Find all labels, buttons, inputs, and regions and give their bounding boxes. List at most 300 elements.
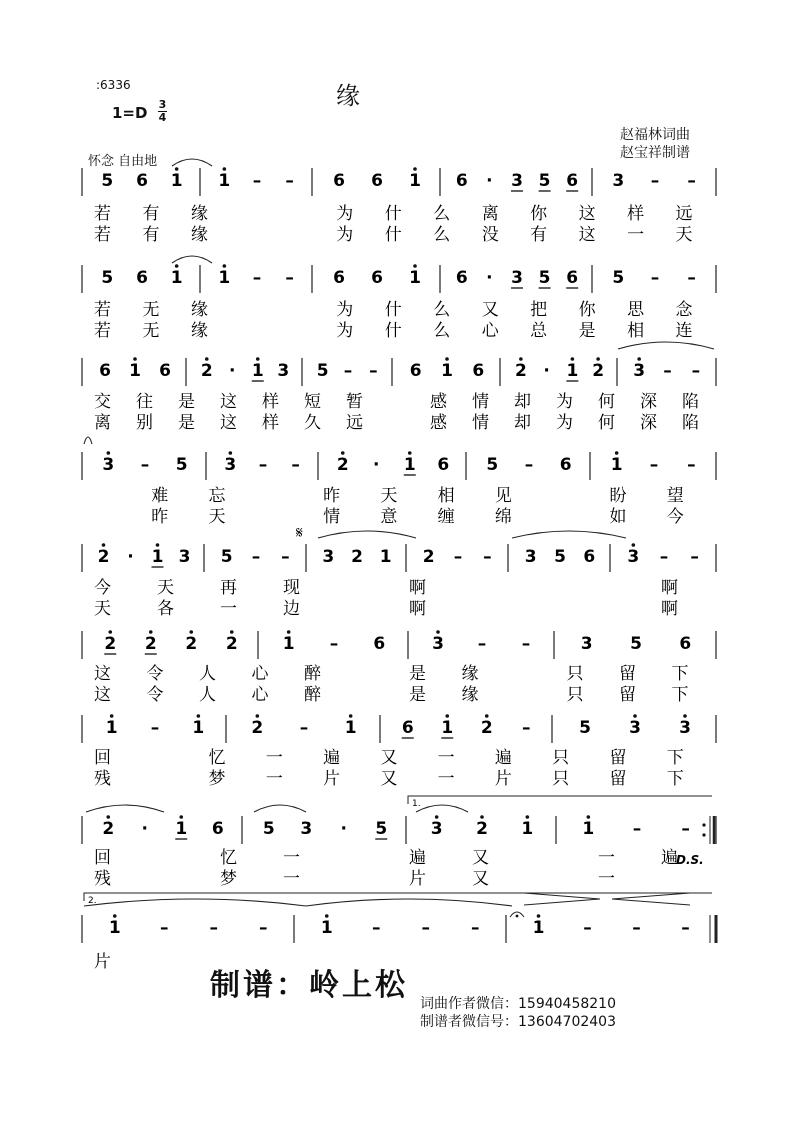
note: 5: [101, 171, 114, 191]
high-octave-dot: [113, 914, 117, 918]
note: 3: [629, 718, 641, 738]
lyric-char: 这: [578, 204, 596, 224]
volta-number: 1.: [412, 799, 421, 809]
note: –: [477, 634, 487, 654]
note: 3: [511, 268, 523, 288]
lyric-char: 遍: [409, 848, 426, 868]
note: 1: [409, 171, 421, 191]
high-octave-dot: [189, 630, 193, 634]
note: 6: [472, 361, 485, 381]
lyric-char: 一: [265, 748, 283, 768]
lyric-char: 难: [151, 486, 169, 506]
note: –: [650, 171, 660, 191]
high-octave-dot: [571, 357, 575, 361]
lyric-char: 是: [178, 392, 195, 412]
note: –: [690, 547, 699, 567]
lyric-char: 有: [142, 204, 160, 224]
note: –: [343, 361, 353, 381]
lyric-char: 久: [304, 413, 321, 433]
lyric-char: 思: [627, 300, 645, 320]
lyric-char: 缘: [190, 300, 208, 320]
lyric-char: 天: [94, 599, 111, 619]
lyric-char: 样: [262, 413, 279, 433]
lyric-char: 么: [433, 204, 451, 224]
lyric-char: 却: [514, 413, 531, 433]
tie-arc: [254, 805, 306, 812]
note: 1: [409, 268, 421, 288]
lyric-char: 是: [409, 685, 426, 705]
note: 3: [511, 171, 523, 191]
high-octave-dot: [223, 264, 227, 268]
note: –: [687, 268, 696, 288]
lyric-char: 回: [94, 748, 111, 768]
high-octave-dot: [445, 714, 449, 718]
high-octave-dot: [485, 714, 489, 718]
tie-arc: [172, 159, 212, 166]
note: –: [291, 455, 300, 475]
high-octave-dot: [349, 714, 353, 718]
note: 1: [610, 455, 623, 475]
note: 6: [373, 634, 386, 654]
lyric-char: 天: [380, 486, 398, 506]
lyric-char: 连: [675, 321, 693, 341]
note: 6: [566, 171, 579, 191]
note: 2: [144, 634, 157, 654]
lyric-char: 天: [675, 225, 693, 245]
lyric-char: 陷: [682, 413, 699, 433]
note: 3: [224, 455, 237, 475]
high-octave-dot: [480, 815, 484, 819]
lyric-char: 什: [384, 225, 402, 245]
note: –: [687, 171, 696, 191]
lyric-char: 缠: [437, 507, 455, 527]
note: 1: [441, 718, 454, 738]
high-octave-dot: [149, 630, 153, 634]
note: –: [259, 918, 268, 938]
lyric-char: 又: [472, 869, 489, 889]
lyric-char: 何: [598, 392, 615, 412]
note: –: [372, 918, 381, 938]
note: 3: [580, 634, 593, 654]
lyric-char: 短: [304, 392, 321, 412]
note: 6: [583, 547, 596, 567]
note: 5: [101, 268, 114, 288]
note: 1: [218, 268, 231, 288]
lyric-char: 人: [199, 664, 216, 684]
note: 1: [403, 455, 416, 475]
lyric-char: 样: [627, 204, 645, 224]
lyric-char: 暂: [346, 392, 363, 412]
lyric-char: 啊: [409, 599, 426, 619]
lyric-char: 什: [384, 204, 402, 224]
segno-sign: 𝄋: [296, 523, 303, 542]
lyric-char: 下: [666, 769, 684, 789]
note: 5: [630, 634, 642, 654]
lyric-char: 人: [199, 685, 216, 705]
note: –: [691, 361, 701, 381]
score-system: [82, 264, 716, 341]
high-octave-dot: [205, 357, 209, 361]
note: 6: [566, 268, 579, 288]
note: 2: [480, 718, 493, 738]
note: –: [369, 361, 378, 381]
lyric-char: 缘: [190, 204, 208, 224]
lyric-char: 只: [566, 685, 584, 705]
high-octave-dot: [133, 357, 137, 361]
lyric-char: 醉: [304, 664, 321, 684]
lyric-char: 昨: [151, 507, 169, 527]
lyric-char: 你: [530, 204, 548, 224]
lyric-char: 一: [437, 748, 455, 768]
lyric-char: 昨: [323, 486, 341, 506]
tie-arc: [318, 531, 416, 538]
credit-lyrics-music: 赵福林词曲: [620, 127, 690, 143]
lyric-char: 各: [157, 599, 174, 619]
lyric-char: 是: [409, 664, 426, 684]
high-octave-dot: [175, 264, 179, 268]
note: 3: [627, 547, 640, 567]
high-octave-dot: [223, 167, 227, 171]
high-octave-dot: [413, 167, 417, 171]
lyric-char: 令: [146, 664, 164, 684]
credit-score: 赵宝祥制谱: [620, 145, 690, 161]
note: –: [650, 268, 660, 288]
score-system: [82, 796, 716, 889]
lyric-char: 离: [94, 413, 111, 433]
note: 1: [320, 918, 333, 938]
note: 6: [136, 171, 148, 191]
lyric-char: 往: [136, 392, 153, 412]
lyric-char: 今: [666, 507, 684, 527]
note: 1: [582, 819, 595, 839]
note: 1: [379, 547, 392, 567]
lyric-char: 却: [514, 392, 531, 412]
high-octave-dot: [325, 914, 329, 918]
score-system: [82, 714, 716, 789]
lyric-char: 样: [262, 392, 279, 412]
high-octave-dot: [445, 357, 449, 361]
note: 1: [251, 361, 264, 381]
lyric-char: 留: [609, 769, 627, 789]
note: 1: [170, 171, 183, 191]
high-octave-dot: [341, 451, 345, 455]
note: 2: [200, 361, 213, 381]
lyric-char: 感: [430, 392, 447, 412]
note: 2: [351, 547, 363, 567]
note: ·: [486, 268, 493, 288]
lyric-char: 遍: [323, 748, 341, 768]
high-octave-dot: [106, 815, 110, 819]
lyric-char: 这: [220, 392, 237, 412]
lyric-char: 远: [346, 413, 363, 433]
note: ·: [486, 171, 493, 191]
note: –: [632, 819, 642, 839]
note: 5: [220, 547, 233, 567]
high-octave-dot: [287, 630, 291, 634]
note: 1: [175, 819, 188, 839]
lyric-char: 天: [157, 578, 174, 598]
high-octave-dot: [632, 543, 636, 547]
note: 2: [102, 819, 115, 839]
lyric-char: 一: [627, 225, 645, 245]
note: 3: [432, 634, 444, 654]
arranger-signature: 制谱：岭上松: [210, 968, 408, 1003]
lyric-char: 再: [220, 578, 237, 598]
note: 3: [524, 547, 537, 567]
expression-mark: 怀念 自由地: [88, 154, 158, 169]
lyric-char: 把: [530, 300, 548, 320]
note: 6: [211, 819, 224, 839]
lyric-char: 忘: [208, 486, 226, 506]
note: 5: [175, 455, 188, 475]
note: –: [251, 547, 261, 567]
lyric-char: 盼: [609, 486, 627, 506]
lyric-char: 这: [94, 664, 111, 684]
lyric-char: 只: [552, 769, 570, 789]
lyricist-wechat: 词曲作者微信：15940458210: [420, 996, 616, 1012]
lyric-char: 又: [380, 748, 398, 768]
note: 5: [538, 268, 551, 288]
lyric-char: 回: [94, 848, 111, 868]
note: 6: [371, 268, 383, 288]
lyric-char: 若: [94, 225, 111, 245]
high-octave-dot: [436, 630, 440, 634]
note: 3: [102, 455, 115, 475]
note: –: [471, 918, 480, 938]
high-octave-dot: [537, 914, 541, 918]
note: 1: [344, 718, 357, 738]
high-octave-dot: [197, 714, 201, 718]
high-octave-dot: [175, 167, 179, 171]
note: –: [252, 268, 262, 288]
lyric-char: 片: [409, 869, 426, 889]
lyric-char: 绵: [494, 507, 512, 527]
lyric-char: 为: [336, 321, 354, 341]
dal-segno-text: D.S.: [676, 853, 704, 867]
lyric-char: 你: [578, 300, 596, 320]
high-octave-dot: [108, 630, 112, 634]
lyric-char: 缘: [461, 664, 479, 684]
time-top: 3: [158, 98, 167, 111]
score-system: [82, 523, 716, 619]
tie-arc: [306, 899, 512, 906]
note: –: [285, 171, 294, 191]
note: 6: [333, 171, 345, 191]
lyric-char: 如: [609, 507, 627, 527]
lyric-char: 是: [178, 413, 195, 433]
lyric-char: 留: [619, 685, 636, 705]
high-octave-dot: [587, 815, 591, 819]
lyric-char: 一: [437, 769, 455, 789]
note: ·: [229, 361, 236, 381]
lyric-char: 感: [430, 413, 447, 433]
lyric-char: 啊: [409, 578, 426, 598]
high-octave-dot: [179, 815, 183, 819]
lyric-char: 片: [94, 952, 111, 972]
high-octave-dot: [230, 630, 234, 634]
lyric-char: 残: [94, 869, 111, 889]
note: –: [632, 918, 641, 938]
note: 5: [262, 819, 275, 839]
note: 6: [559, 455, 572, 475]
note: –: [453, 547, 463, 567]
note: –: [583, 918, 592, 938]
note: ·: [141, 819, 148, 839]
high-octave-dot: [519, 357, 523, 361]
note: 6: [437, 455, 450, 475]
note: 2: [251, 718, 264, 738]
lyric-char: 深: [640, 413, 657, 433]
note: 3: [612, 171, 625, 191]
high-octave-dot: [107, 451, 111, 455]
note: 6: [679, 634, 692, 654]
lyric-char: 又: [380, 769, 398, 789]
note: –: [663, 361, 672, 381]
note: 5: [486, 455, 499, 475]
lyric-char: 若: [94, 321, 111, 341]
note: –: [649, 455, 659, 475]
lyric-char: 离: [481, 204, 499, 224]
lyric-char: 梦: [220, 869, 237, 889]
lyric-char: 缘: [190, 321, 208, 341]
note: 2: [97, 547, 110, 567]
note: 2: [104, 634, 117, 654]
lyric-char: 又: [481, 300, 499, 320]
note: –: [421, 918, 430, 938]
note: 3: [300, 819, 313, 839]
lyric-char: 遍: [661, 848, 678, 868]
score-system: [82, 630, 716, 705]
high-octave-dot: [526, 815, 530, 819]
lyric-char: 留: [609, 748, 627, 768]
lyric-char: 有: [530, 225, 548, 245]
note: –: [521, 634, 531, 654]
tie-arc: [416, 805, 468, 812]
note: 1: [532, 918, 545, 938]
note: 2: [185, 634, 198, 654]
lyric-char: 相: [627, 321, 645, 341]
tie-arc: [172, 256, 212, 263]
lyric-char: 一: [283, 869, 300, 889]
note: –: [681, 918, 690, 938]
high-octave-dot: [256, 714, 260, 718]
lyric-char: 心: [481, 321, 499, 341]
lyric-char: 缘: [461, 685, 479, 705]
note: –: [681, 819, 690, 839]
note: 3: [679, 718, 691, 738]
lyric-char: 一: [598, 848, 615, 868]
note: –: [252, 171, 262, 191]
note: 6: [333, 268, 345, 288]
note: 6: [159, 361, 171, 381]
lyric-char: 有: [142, 225, 160, 245]
high-octave-dot: [633, 714, 637, 718]
tie-arc: [86, 805, 164, 812]
lyric-char: 忆: [220, 848, 237, 868]
note: 1: [170, 268, 183, 288]
note: ·: [373, 455, 380, 475]
lyric-char: 缘: [190, 225, 208, 245]
lyric-char: 为: [336, 225, 354, 245]
lyric-char: 念: [675, 300, 693, 320]
lyric-char: 情: [472, 413, 489, 433]
lyric-char: 为: [556, 413, 573, 433]
lyric-char: 梦: [208, 769, 226, 789]
score-system: [82, 167, 716, 245]
lyric-char: 意: [380, 507, 398, 527]
lyric-char: 没: [481, 225, 499, 245]
note: 3: [178, 547, 191, 567]
note: –: [150, 718, 160, 738]
tie-arc: [84, 899, 306, 906]
note: –: [281, 547, 290, 567]
note: –: [160, 918, 169, 938]
note: 1: [129, 361, 141, 381]
note: 1: [521, 819, 534, 839]
lyric-char: 这: [94, 685, 111, 705]
lyric-char: 天: [208, 507, 226, 527]
note: ·: [127, 547, 134, 567]
lyric-char: 么: [433, 321, 451, 341]
lyric-char: 只: [552, 748, 570, 768]
note: –: [299, 718, 309, 738]
note: –: [524, 455, 534, 475]
note: 1: [192, 718, 205, 738]
note: 6: [409, 361, 422, 381]
lyric-char: 一: [265, 769, 283, 789]
lyric-char: 望: [666, 486, 684, 506]
lyric-char: 边: [283, 599, 300, 619]
high-octave-dot: [683, 714, 687, 718]
lyric-char: 见: [494, 486, 512, 506]
note: 5: [316, 361, 329, 381]
note: –: [209, 918, 218, 938]
high-octave-dot: [413, 264, 417, 268]
score-system: [82, 451, 716, 527]
lyric-char: 现: [283, 578, 300, 598]
note: –: [140, 455, 150, 475]
lyric-char: 别: [136, 413, 153, 433]
lyric-char: 何: [598, 413, 615, 433]
note: ·: [543, 361, 550, 381]
lyric-char: 下: [671, 685, 689, 705]
note: 1: [441, 361, 453, 381]
note: 6: [99, 361, 111, 381]
repeat-dot: [702, 823, 705, 826]
lyric-char: 啊: [661, 578, 678, 598]
lyric-char: 为: [556, 392, 573, 412]
note: 5: [554, 547, 566, 567]
lyric-char: 远: [675, 204, 693, 224]
lyric-char: 一: [598, 869, 615, 889]
lyric-char: 无: [142, 321, 160, 341]
note: –: [329, 634, 339, 654]
lyric-char: 么: [433, 225, 451, 245]
note: 5: [538, 171, 551, 191]
note: –: [687, 455, 696, 475]
lyric-char: 下: [671, 664, 689, 684]
lyric-char: 若: [94, 204, 111, 224]
lyric-char: 醉: [304, 685, 321, 705]
lyric-char: 为: [336, 204, 354, 224]
note: 5: [612, 268, 625, 288]
high-octave-dot: [156, 543, 160, 547]
note: –: [483, 547, 492, 567]
note: 6: [455, 171, 468, 191]
high-octave-dot: [229, 451, 233, 455]
tie-arc: [512, 531, 626, 538]
note: 2: [592, 361, 605, 381]
